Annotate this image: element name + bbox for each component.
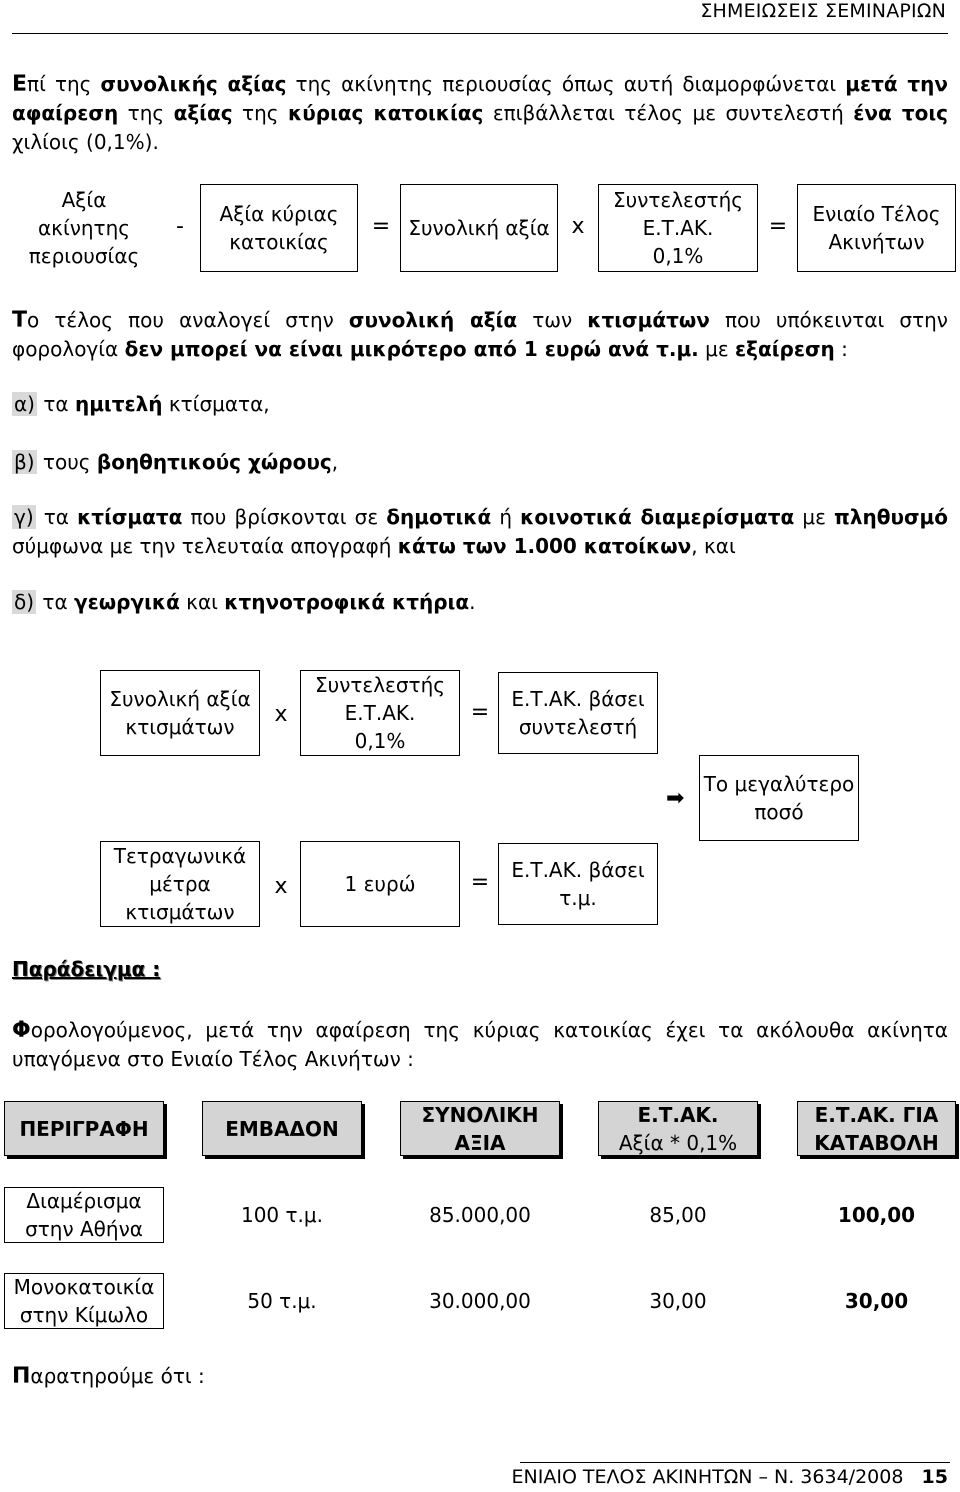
- table-row-payable: 100,00: [837, 1203, 916, 1227]
- header-divider: [12, 33, 948, 34]
- table-header-area: ΕΜΒΑΔΟΝ: [202, 1101, 362, 1156]
- table-row-tax: 30,00: [649, 1289, 707, 1313]
- table-row-area: 100 τ.μ.: [240, 1203, 323, 1227]
- formula2-one-euro: 1 ευρώ: [300, 841, 460, 927]
- formula1-term-property-value: Αξία ακίνητης περιουσίας: [28, 188, 140, 268]
- times-operator: x: [274, 702, 288, 727]
- table-row-tax: 85,00: [649, 1203, 707, 1227]
- formula1-term-rate: Συντελεστής Ε.Τ.ΑΚ. 0,1%: [598, 184, 758, 272]
- table-header-total-value: ΣΥΝΟΛΙΚΗ ΑΞΙΑ: [400, 1101, 560, 1156]
- formula2-result-by-sqm: Ε.Τ.ΑΚ. βάσει τ.μ.: [498, 843, 658, 925]
- exception-a: α) τα ημιτελή κτίσματα,: [14, 392, 270, 416]
- page-footer: ΕΝΙΑΙΟ ΤΕΛΟΣ ΑΚΙΝΗΤΩΝ – Ν. 3634/2008 15: [511, 1466, 948, 1488]
- formula2-total-building-value: Συνολική αξία κτισμάτων: [100, 670, 260, 756]
- page-header: ΣΗΜΕΙΩΣΕΙΣ ΣΕΜΙΝΑΡΙΩΝ: [700, 0, 946, 22]
- times-operator: x: [571, 214, 585, 239]
- equals-operator: =: [768, 214, 788, 239]
- table-row-desc: Μονοκατοικία στην Κίμωλο: [4, 1273, 164, 1329]
- formula1-term-total-value: Συνολική αξία: [400, 184, 558, 272]
- drop-letter: Π: [12, 1364, 31, 1389]
- exception-d: δ) τα γεωργικά και κτηνοτροφικά κτήρια.: [14, 590, 476, 614]
- formula2-square-meters: Τετραγωνικά μέτρα κτισμάτων: [100, 841, 260, 927]
- formula1-term-main-residence: Αξία κύριας κατοικίας: [200, 184, 358, 272]
- formula2-conclusion: Το μεγαλύτερο ποσό: [699, 755, 859, 841]
- exception-b: β) τους βοηθητικούς χώρους,: [14, 450, 339, 474]
- table-row-desc: Διαμέρισμα στην Αθήνα: [4, 1187, 164, 1243]
- drop-letter: Τ: [12, 308, 28, 333]
- drop-letter: Ε: [12, 72, 28, 97]
- formula2-result-by-rate: Ε.Τ.ΑΚ. βάσει συντελεστή: [498, 672, 658, 754]
- table-header-description: ΠΕΡΙΓΡΑΦΗ: [4, 1101, 164, 1156]
- table-row-area: 50 τ.μ.: [247, 1289, 317, 1313]
- rule-paragraph: Το τέλος που αναλογεί στην συνολική αξία των κτισμάτων που υπόκεινται στην φορολογία δεν μπορεί να είναι μικρότερο από 1 ευρώ ανά τ.μ. με εξαίρεση :: [12, 308, 948, 361]
- page-number: 15: [921, 1466, 948, 1488]
- equals-operator: =: [371, 214, 391, 239]
- table-row-value: 85.000,00: [429, 1203, 531, 1227]
- formula1-result: Ενιαίο Τέλος Ακινήτων: [797, 184, 956, 272]
- minus-operator: -: [176, 214, 184, 239]
- table-header-payable: Ε.Τ.ΑΚ. ΓΙΑ ΚΑΤΑΒΟΛΗ: [797, 1101, 956, 1156]
- table-row-payable: 30,00: [844, 1289, 909, 1313]
- intro-paragraph: Επί της συνολικής αξίας της ακίνητης περιουσίας όπως αυτή διαμορφώνεται μετά την αφαίρεση της αξίας της κύριας κατοικίας επιβάλλεται τέλος με συντελεστή ένα τοις χιλίοις (0,1%).: [12, 72, 949, 154]
- closing-paragraph: Παρατηρούμε ότι :: [12, 1364, 205, 1389]
- arrow-right-icon: ➡: [666, 786, 685, 811]
- table-header-tax: Ε.Τ.ΑΚ. Αξία * 0,1%: [598, 1101, 758, 1156]
- footer-divider: [520, 1462, 950, 1463]
- formula2-rate: Συντελεστής Ε.Τ.ΑΚ. 0,1%: [300, 670, 460, 756]
- example-label: Παράδειγμα :: [12, 957, 161, 981]
- example-paragraph: Φορολογούμενος, μετά την αφαίρεση της κύριας κατοικίας έχει τα ακόλουθα ακίνητα υπαγόμενα στο Ενιαίο Τέλος Ακινήτων :: [12, 1018, 948, 1071]
- drop-letter: Φ: [12, 1018, 31, 1043]
- exception-c: γ) τα κτίσματα που βρίσκονται σε δημοτικά ή κοινοτικά διαμερίσματα με πληθυσμό σύμφωνα με την τελευταία απογραφή κάτω των 1.000 κατοίκων, και: [12, 505, 949, 558]
- table-row-value: 30.000,00: [429, 1289, 531, 1313]
- times-operator: x: [274, 874, 288, 899]
- equals-operator: =: [470, 870, 490, 895]
- equals-operator: =: [470, 700, 490, 725]
